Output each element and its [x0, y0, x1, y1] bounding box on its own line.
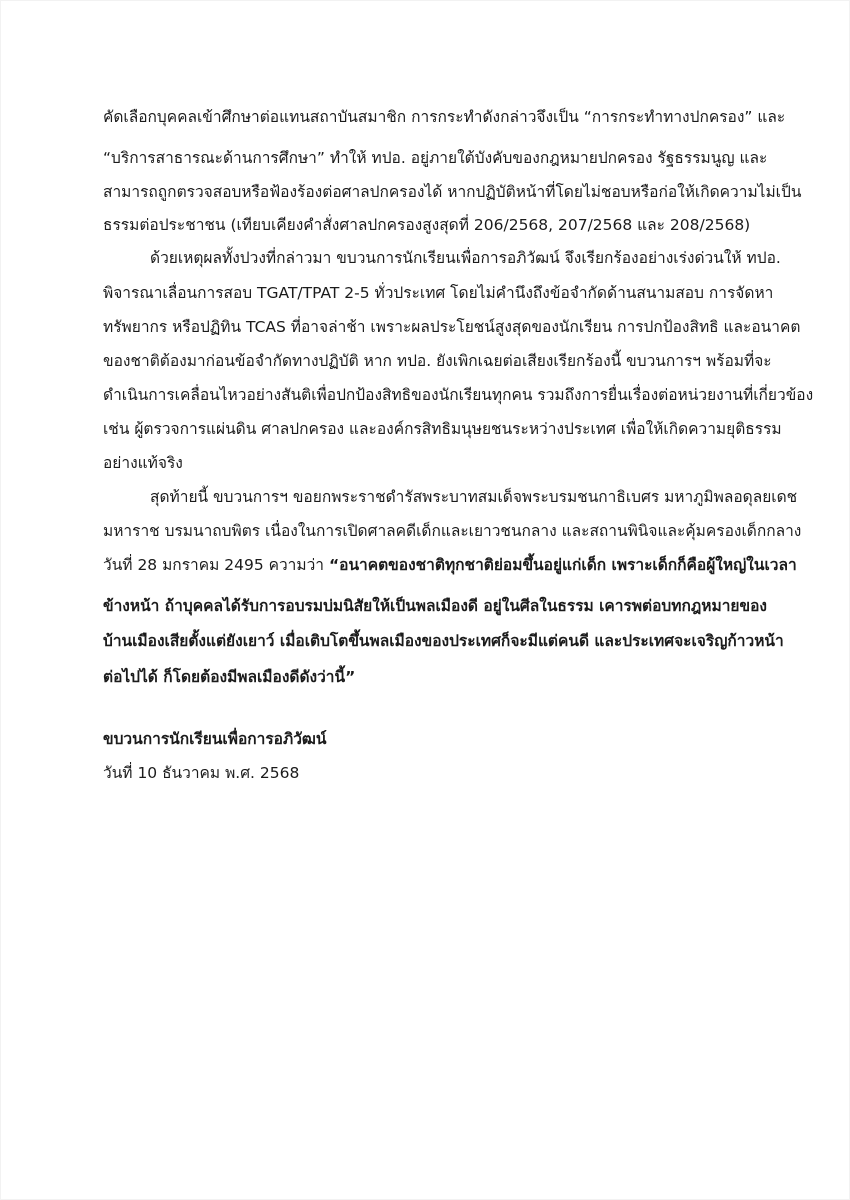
paragraph-3-date-text: วันที่ 28 มกราคม 2495 ความว่า: [103, 556, 325, 574]
signature-date: วันที่ 10 ธันวาคม พ.ศ. 2568: [103, 764, 300, 782]
paragraph-2-line-1: ด้วยเหตุผลทั้งปวงที่กล่าวมา ขบวนการนักเรียนเพื่อการอภิวัฒน์ จึงเรียกร้องอย่างเร่งด่วนให้ ทปอ.: [150, 249, 781, 267]
paragraph-3-line-2: มหาราช บรมนาถบพิตร เนื่องในการเปิดศาลคดีเด็กและเยาวชนกลาง และสถานพินิจและคุ้มครองเด็กกลาง: [103, 522, 802, 540]
paragraph-2-line-4: ของชาติต้องมาก่อนข้อจำกัดทางปฏิบัติ หาก ทปอ. ยังเพิกเฉยต่อเสียงเรียกร้องนี้ ขบวนการฯ พร้อมที่จะ: [103, 352, 772, 370]
royal-speech-quote-start: “อนาคตของชาติทุกชาติย่อมขึ้นอยู่แก่เด็ก เพราะเด็กก็คือผู้ใหญ่ในเวลา: [328, 556, 797, 574]
paragraph-2-line-5: ดำเนินการเคลื่อนไหวอย่างสันติเพื่อปกป้องสิทธิของนักเรียนทุกคน รวมถึงการยื่นเรื่องต่อหน่วยงานที่เกี่ยวข้อง: [103, 386, 814, 404]
royal-speech-quote-line-4: ต่อไปได้ ก็โดยต้องมีพลเมืองดีดังว่านี้”: [103, 668, 356, 686]
paragraph-2-line-3: ทรัพยากร หรือปฏิทิน TCAS ที่อาจล่าช้า เพราะผลประโยชน์สูงสุดของนักเรียน การปกป้องสิทธิ และอนาคต: [103, 318, 801, 336]
paragraph-1-line-1: คัดเลือกบุคคลเข้าศึกษาต่อแทนสถาบันสมาชิก การกระทำดังกล่าวจึงเป็น “การกระทำทางปกครอง” และ: [103, 108, 786, 126]
paragraph-2-line-2: พิจารณาเลื่อนการสอบ TGAT/TPAT 2-5 ทั่วประเทศ โดยไม่คำนึงถึงข้อจำกัดด้านสนามสอบ การจัดหา: [103, 284, 774, 302]
paragraph-3-line-3: [103, 547, 797, 583]
paragraph-1-line-3: สามารถถูกตรวจสอบหรือฟ้องร้องต่อศาลปกครองได้ หากปฏิบัติหน้าที่โดยไม่ชอบหรือก่อให้เกิดความไม่เป็น: [103, 183, 802, 201]
paragraph-2-line-6: เช่น ผู้ตรวจการแผ่นดิน ศาลปกครอง และองค์กรสิทธิมนุษยชนระหว่างประเทศ เพื่อให้เกิดความยุติธรรม: [103, 420, 782, 438]
paragraph-1-line-4: ธรรมต่อประชาชน (เทียบเคียงคำสั่งศาลปกครองสูงสุดที่ 206/2568, 207/2568 และ 208/2568): [103, 216, 751, 234]
paragraph-1-line-2: “บริการสาธารณะด้านการศึกษา” ทำให้ ทปอ. อยู่ภายใต้บังคับของกฎหมายปกครอง รัฐธรรมนูญ และ: [103, 149, 768, 167]
signature-organization: ขบวนการนักเรียนเพื่อการอภิวัฒน์: [103, 730, 327, 748]
paragraph-3-line-1: สุดท้ายนี้ ขบวนการฯ ขอยกพระราชดำรัสพระบาทสมเด็จพระบรมชนกาธิเบศร มหาภูมิพลอดุลยเดช: [150, 488, 798, 506]
royal-speech-quote-line-3: บ้านเมืองเสียตั้งแต่ยังเยาว์ เมื่อเติบโตขึ้นพลเมืองของประเทศก็จะมีแต่คนดี และประเทศจะเจริญก้าวหน้า: [103, 632, 784, 650]
royal-speech-quote-line-2: ข้างหน้า ถ้าบุคคลได้รับการอบรมบ่มนิสัยให้เป็นพลเมืองดี อยู่ในศีลในธรรม เคารพต่อบทกฎหมายของ: [103, 597, 767, 615]
paragraph-2-line-7: อย่างแท้จริง: [103, 454, 183, 472]
